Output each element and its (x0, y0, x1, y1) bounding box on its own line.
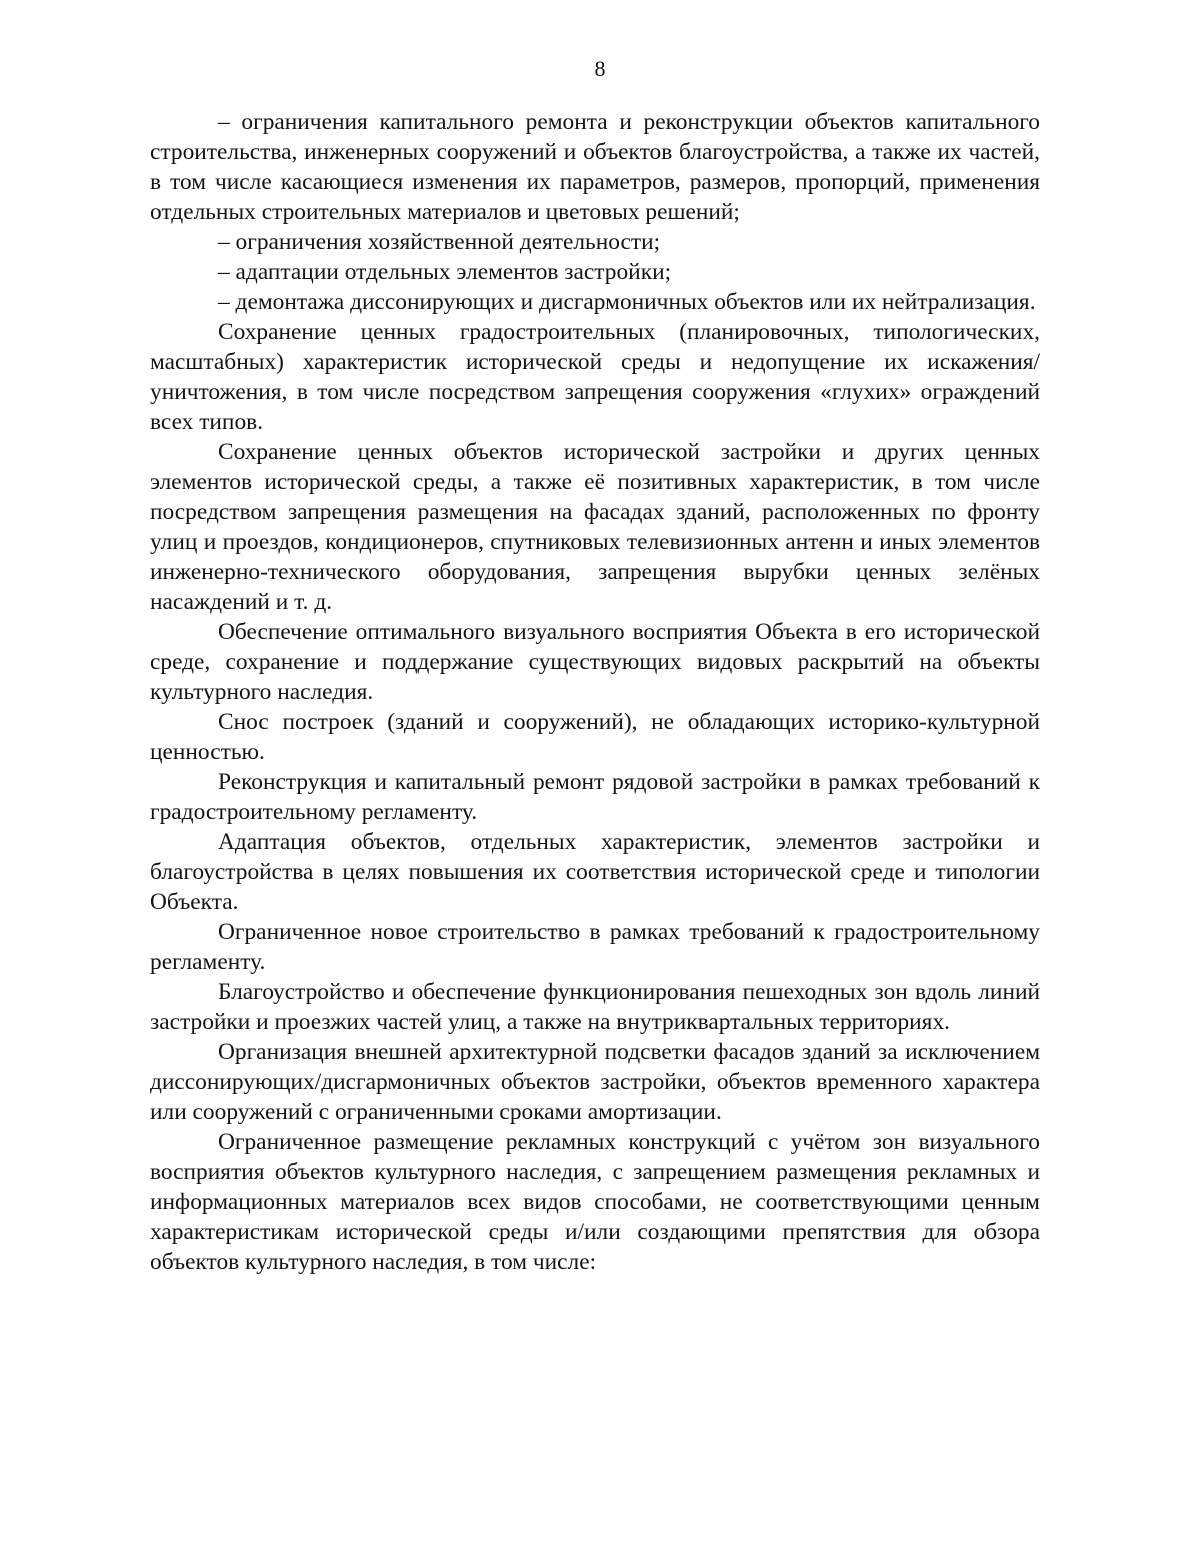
paragraph-demolition: Снос построек (зданий и сооружений), не обладающих историко-культурной ценностью. (150, 709, 1040, 765)
paragraph-advertising: Ограниченное размещение рекламных конструкций с учётом зон визуального восприятия объектов культурного наследия, с запрещением размещения рекламных и информационных материалов всех видов способами, не соответствующими ценным характеристикам исторической среды и/или создающими препятствия для обзора объектов культурного наследия, в том числе: (150, 1129, 1040, 1275)
paragraph-adaptation-elements: – адаптации отдельных элементов застройки; (218, 259, 672, 285)
page-number: 8 (594, 56, 606, 81)
paragraph-restriction-repair: – ограничения капитального ремонта и реконструкции объектов капитального строительства, инженерных сооружений и объектов благоустройства, а также их частей, в том числе касающиеся изменения их параметров, размеров, пропорций, применения отдельных строительных материалов и цветовых решений; (150, 109, 1040, 225)
paragraph-adaptation-objects: Адаптация объектов, отдельных характеристик, элементов застройки и благоустройства в целях повышения их соответствия исторической среде и типологии Объекта. (150, 829, 1040, 915)
paragraph-new-construction: Ограниченное новое строительство в рамках требований к градостроительному регламенту. (150, 919, 1040, 975)
document-body (150, 107, 1040, 1277)
paragraph-urban-characteristics: Сохранение ценных градостроительных (планировочных, типологических, масштабных) характеристик исторической среды и недопущение их искажения/уничтожения, в том числе посредством запрещения сооружения «глухих» ограждений всех типов. (150, 319, 1040, 435)
paragraph-reconstruction: Реконструкция и капитальный ремонт рядовой застройки в рамках требований к градостроительному регламенту. (150, 769, 1040, 825)
paragraph-visual-perception: Обеспечение оптимального визуального восприятия Объекта в его исторической среде, сохранение и поддержание существующих видовых раскрытий на объекты культурного наследия. (150, 619, 1040, 705)
paragraph-pedestrian-zones: Благоустройство и обеспечение функционирования пешеходных зон вдоль линий застройки и проезжих частей улиц, а также на внутриквартальных территориях. (150, 979, 1040, 1035)
paragraph-historic-buildings: Сохранение ценных объектов исторической застройки и других ценных элементов исторической среды, а также её позитивных характеристик, в том числе посредством запрещения размещения на фасадах зданий, расположенных по фронту улиц и проездов, кондиционеров, спутниковых телевизионных антенн и иных элементов инженерно-технического оборудования, запрещения вырубки ценных зелёных насаждений и т. д. (150, 439, 1040, 615)
paragraph-facade-lighting: Организация внешней архитектурной подсветки фасадов зданий за исключением диссонирующих/дисгармоничных объектов застройки, объектов временного характера или сооружений с ограниченными сроками амортизации. (150, 1039, 1040, 1125)
paragraph-dismantling: – демонтажа диссонирующих и дисгармоничных объектов или их нейтрализация. (218, 289, 1036, 315)
paragraph-restriction-economic: – ограничения хозяйственной деятельности; (218, 229, 661, 255)
